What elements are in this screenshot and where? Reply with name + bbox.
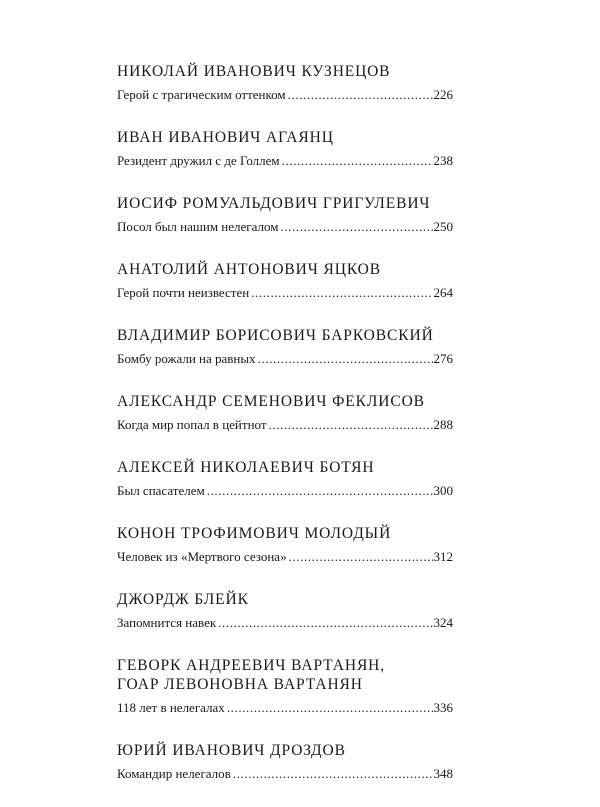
toc-entry — [117, 62, 453, 103]
chapter-line[interactable] — [117, 614, 453, 631]
toc-entry — [117, 392, 453, 433]
person-name: КОНОН ТРОФИМОВИЧ МОЛОДЫЙ — [117, 525, 392, 542]
person-name: АЛЕКСАНДР СЕМЕНОВИЧ ФЕКЛИСОВ — [117, 393, 425, 410]
toc-entry — [117, 326, 453, 367]
chapter-title: Человек из «Мертвого сезона» — [117, 549, 287, 564]
dot-leader — [258, 350, 433, 367]
chapter-line[interactable] — [117, 765, 453, 782]
chapter-title: Командир нелегалов — [117, 766, 231, 781]
person-name: АНАТОЛИЙ АНТОНОВИЧ ЯЦКОВ — [117, 261, 382, 278]
person-name: ВЛАДИМИР БОРИСОВИЧ БАРКОВСКИЙ — [117, 327, 434, 344]
chapter-title: Герой почти неизвестен — [117, 285, 250, 300]
person-name: НИКОЛАЙ ИВАНОВИЧ КУЗНЕЦОВ — [117, 63, 391, 80]
chapter-line[interactable] — [117, 152, 453, 169]
dot-leader — [251, 284, 432, 301]
chapter-line[interactable] — [117, 86, 453, 103]
chapter-title: Герой с трагическим оттенком — [117, 87, 286, 102]
person-name: ИВАН ИВАНОВИЧ АГАЯНЦ — [117, 129, 334, 146]
person-name: ИОСИФ РОМУАЛЬДОВИЧ ГРИГУЛЕВИЧ — [117, 195, 431, 212]
dot-leader — [269, 416, 433, 433]
page-number: 264 — [433, 285, 453, 300]
chapter-title: Бомбу рожали на равных — [117, 351, 256, 366]
person-name: ЮРИЙ ИВАНОВИЧ ДРОЗДОВ — [117, 742, 346, 759]
table-of-contents — [117, 62, 453, 807]
dot-leader — [233, 765, 433, 782]
person-name-second: ГОАР ЛЕВОНОВНА ВАРТАНЯН — [117, 676, 363, 693]
page-number: 250 — [433, 219, 453, 234]
toc-entry — [117, 656, 453, 716]
chapter-title: Был спасателем — [117, 483, 205, 498]
toc-entry — [117, 524, 453, 565]
toc-entry — [117, 590, 453, 631]
chapter-title: Резидент дружил с де Голлем — [117, 153, 280, 168]
chapter-title: 118 лет в нелегалах — [117, 700, 225, 715]
page-number: 238 — [433, 153, 453, 168]
chapter-line[interactable] — [117, 350, 453, 367]
dot-leader — [289, 548, 433, 565]
chapter-title: Посол был нашим нелегалом — [117, 219, 279, 234]
chapter-title: Запомнится навек — [117, 615, 217, 630]
toc-entry — [117, 458, 453, 499]
person-name: АЛЕКСЕЙ НИКОЛАЕВИЧ БОТЯН — [117, 459, 375, 476]
chapter-line[interactable] — [117, 548, 453, 565]
person-name: ГЕВОРК АНДРЕЕВИЧ ВАРТАНЯН, — [117, 657, 386, 674]
chapter-line[interactable] — [117, 699, 453, 716]
toc-entry — [117, 194, 453, 235]
page-number: 300 — [433, 483, 453, 498]
page-number: 348 — [433, 766, 453, 781]
page-number: 336 — [433, 700, 453, 715]
dot-leader — [218, 614, 432, 631]
person-name: ДЖОРДЖ БЛЕЙК — [117, 591, 249, 608]
chapter-line[interactable] — [117, 284, 453, 301]
chapter-line[interactable] — [117, 416, 453, 433]
chapter-title: Когда мир попал в цейтнот — [117, 417, 267, 432]
page-number: 226 — [433, 87, 453, 102]
chapter-line[interactable] — [117, 218, 453, 235]
page-number: 276 — [433, 351, 453, 366]
toc-entry — [117, 260, 453, 301]
page-number: 324 — [433, 615, 453, 630]
dot-leader — [288, 86, 433, 103]
dot-leader — [282, 152, 433, 169]
toc-entry — [117, 128, 453, 169]
dot-leader — [280, 218, 432, 235]
chapter-line[interactable] — [117, 482, 453, 499]
dot-leader — [207, 482, 433, 499]
page-number: 312 — [433, 549, 453, 564]
toc-entry — [117, 741, 453, 782]
dot-leader — [227, 699, 433, 716]
page-number: 288 — [433, 417, 453, 432]
